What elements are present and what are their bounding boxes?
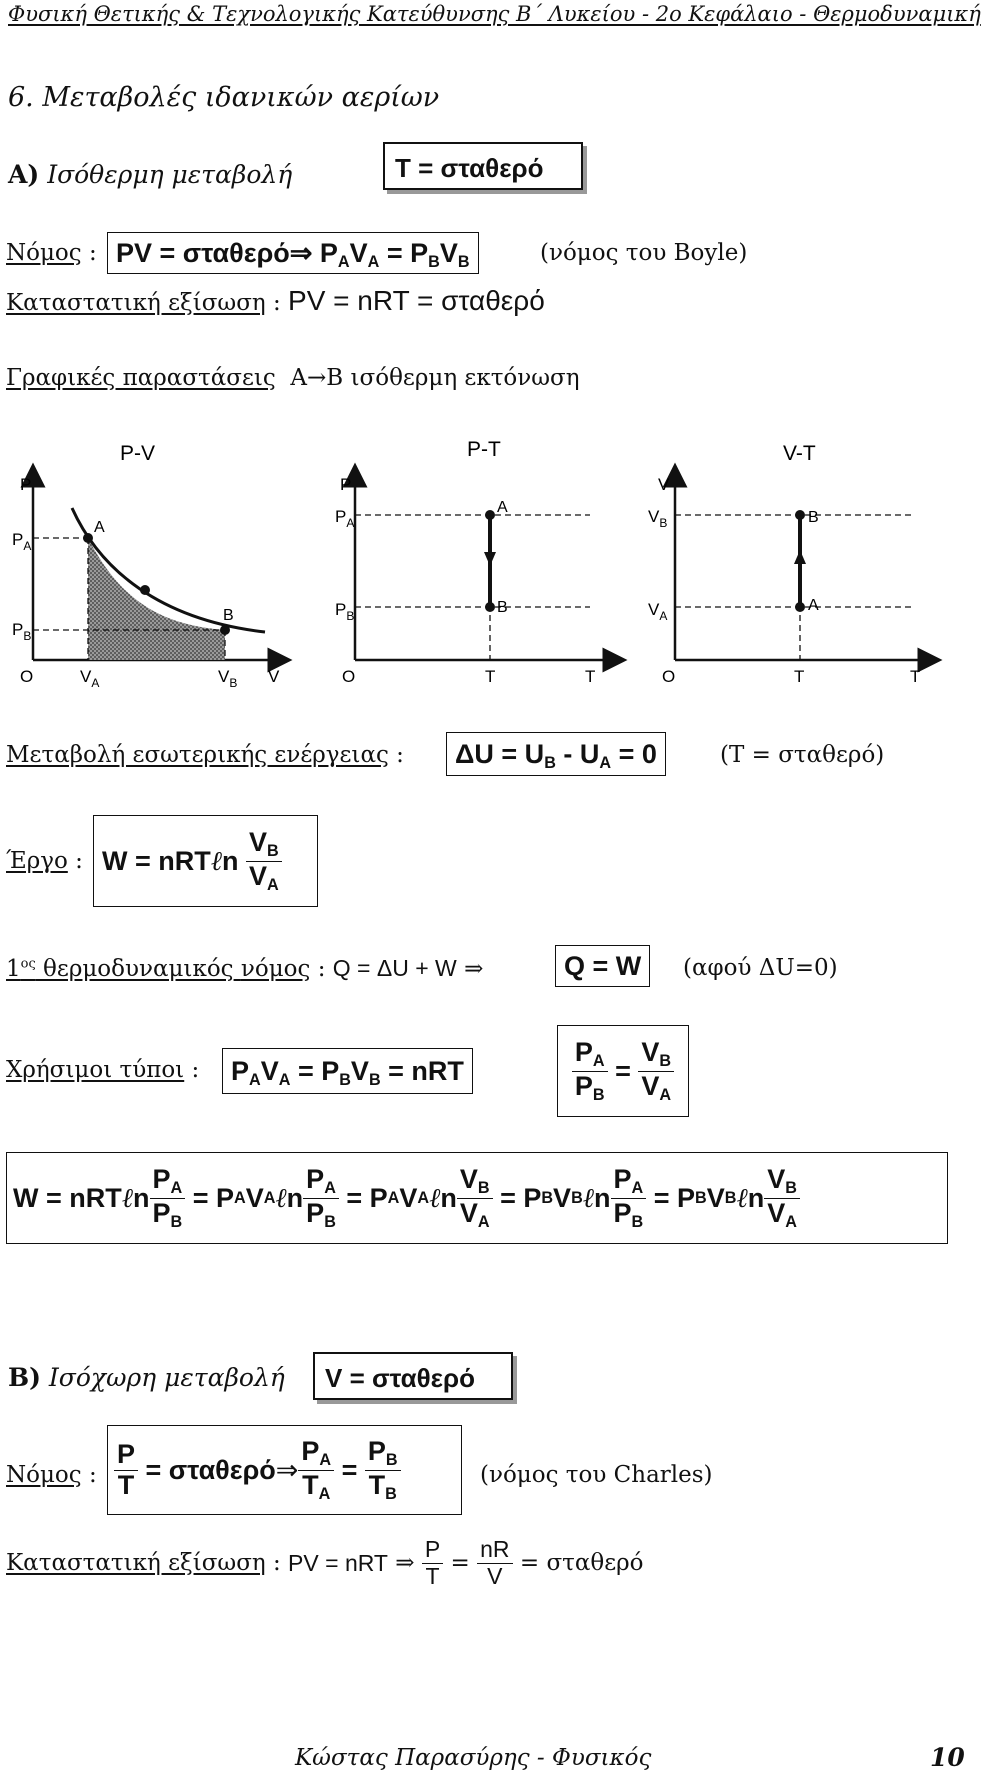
work-formula-expanded: W = nRT ℓ n $\frac{P_A}{P_B}$ = P A V A ℓ n $\frac{P_A}{P_B}$ = P A V A ℓ n $\frac{V_B}{V_A}$ = P B V B ℓ n $\frac{P_A}{P_B}$ = P B V B ℓ n $\frac{V_B}{V_A}$ <box>6 1152 948 1244</box>
svg-text:O: O <box>342 667 356 686</box>
svg-text:P: P <box>20 475 32 494</box>
isothermal-condition-box: Τ = σταθερό <box>383 142 583 190</box>
useful-label: Χρήσιμοι τύποι : <box>6 1057 200 1083</box>
isochoric-law-label: Νόμος : <box>6 1462 97 1488</box>
charles-law-formula: $\frac{P}{T}$ = σταθερό ⇒ $\frac{P_A}{T_A}$ = $\frac{P_B}{T_B}$ <box>107 1425 462 1515</box>
isothermal-state-equation: Καταστατική εξίσωση : PV = nRT = σταθερό <box>6 285 545 316</box>
isothermal-heading: Α) Ισόθερμη μεταβολή <box>8 160 293 189</box>
isochoric-heading: Β) Ισόχωρη μεταβολή <box>8 1363 285 1392</box>
isochoric-state-equation: Καταστατική εξίσωση : PV = nRT ⇒ $\frac{P}{T}$ = $\frac{nR}{V}$ = σταθερό <box>6 1536 644 1589</box>
svg-text:T: T <box>485 667 496 686</box>
first-law-result: Q = W <box>555 945 650 987</box>
svg-text:VA: $V_A$ <box>648 600 668 623</box>
isothermal-graphs <box>0 430 960 700</box>
svg-text:A: A <box>808 597 819 614</box>
svg-text:B: B <box>223 607 234 624</box>
pt-graph <box>335 438 615 686</box>
svg-text:PA: $P_A$ <box>12 530 32 553</box>
section-title: 6. Μεταβολές ιδανικών αερίων <box>8 82 440 113</box>
svg-text:PB: $P_B$ <box>335 600 355 623</box>
svg-text:V: V <box>268 667 280 686</box>
vt-graph <box>648 442 930 686</box>
work-formula: W = nRT ℓ n $\frac{V_B}{V_A}$ <box>93 815 318 907</box>
work-label: Έργο : <box>6 848 83 874</box>
energy-formula: $\Delta U = U_B - U_A = 0$ <box>446 732 666 776</box>
svg-text:V: V <box>658 475 670 494</box>
isochoric-condition-box: V = σταθερό <box>313 1352 513 1400</box>
energy-label: Μεταβολή εσωτερικής ενέργειας : <box>6 742 404 768</box>
graphs-heading: Γραφικές παραστάσεις Α→Β ισόθερμη εκτόνωση <box>6 365 580 391</box>
first-law-note: (αφού ΔU=0) <box>683 955 838 981</box>
svg-text:T: T <box>585 667 596 686</box>
charles-law-name: (νόμος του Charles) <box>480 1462 713 1488</box>
svg-text:VA: $V_A$ <box>80 667 100 690</box>
footer-author: Κώστας Παρασύρης - Φυσικός <box>295 1745 652 1771</box>
svg-text:T: T <box>794 667 805 686</box>
energy-note: (Τ = σταθερό) <box>720 742 885 768</box>
boyle-law-name: (νόμος του Boyle) <box>540 240 748 266</box>
useful-formula-2: $\frac{P_A}{P_B}$ = $\frac{V_B}{V_A}$ <box>557 1025 689 1117</box>
vt-graph-title: V-T <box>783 442 816 465</box>
pt-graph-title: P-T <box>467 438 501 461</box>
svg-text:PB: $P_B$ <box>12 620 32 643</box>
svg-text:A: A <box>497 499 508 516</box>
useful-formula-1: $P_AV_A = P_BV_B$ = nRT <box>222 1048 473 1094</box>
boyle-law-formula: PV = σταθερό⇒ $P_AV_A = P_BV_B$ <box>107 232 479 274</box>
isothermal-law: Νόμος : <box>6 240 97 266</box>
pv-graph <box>12 442 280 690</box>
svg-text:A: A <box>94 519 105 536</box>
svg-text:O: O <box>662 667 676 686</box>
pv-graph-title: P-V <box>120 442 156 465</box>
svg-text:B: B <box>808 509 819 526</box>
svg-text:PA: $P_A$ <box>335 507 355 530</box>
svg-text:B: B <box>497 599 508 616</box>
page-number: 10 <box>930 1743 965 1772</box>
page-header: Φυσική Θετικής & Τεχνολογικής Κατεύθυνσης Β΄ Λυκείου - 2ο Κεφάλαιο - Θερμοδυναμική <box>8 2 981 26</box>
first-law: $1^{o\varsigma}$ θερμοδυναμικός νόμος : Q = ΔU + W ⇒ <box>6 955 484 982</box>
svg-text:O: O <box>20 667 34 686</box>
svg-text:P: P <box>340 475 352 494</box>
svg-text:T: T <box>910 667 921 686</box>
svg-text:VB: $V_B$ <box>648 507 668 530</box>
svg-text:VB: $V_B$ <box>218 667 238 690</box>
